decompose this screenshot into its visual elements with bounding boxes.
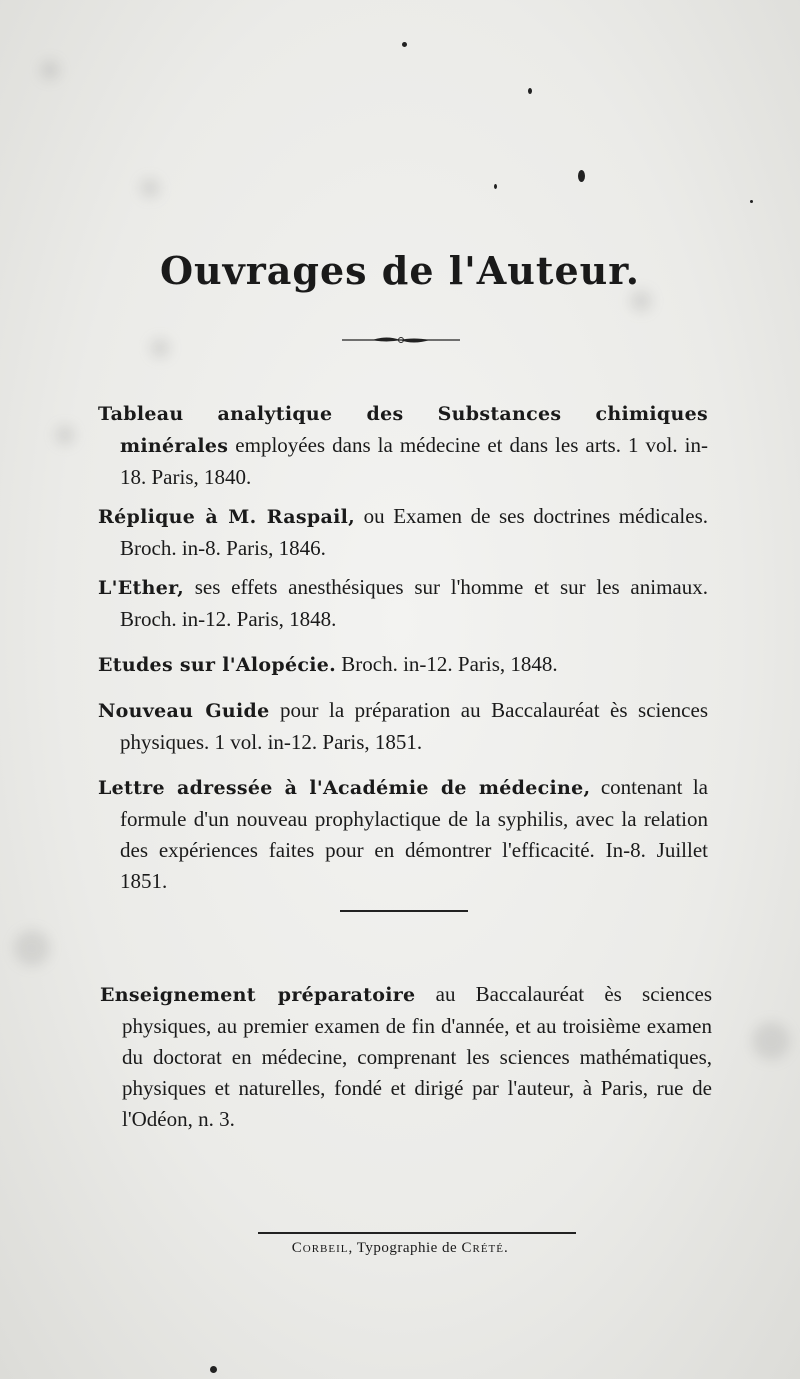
entry-title: Réplique à M. Raspail,: [98, 506, 356, 528]
entry-details: ou Examen de ses doctrines médicales. Broch. in-8. Paris, 1846.: [120, 504, 708, 560]
paper-stain: [55, 425, 75, 445]
ink-speck: [528, 88, 532, 94]
entry-title: Lettre adressée à l'Académie de médecine,: [98, 777, 591, 799]
ink-speck: [494, 184, 497, 189]
imprint-divider: [258, 1232, 576, 1234]
notice-title: Enseignement préparatoire: [100, 984, 416, 1006]
entry-title: Nouveau Guide: [98, 700, 270, 722]
entry-details: pour la préparation au Baccalauréat ès sciences physiques. 1 vol. in-12. Paris, 1851.: [120, 698, 708, 754]
list-item: [98, 772, 708, 897]
list-item: [98, 572, 708, 635]
notice-body: au Baccalauréat ès sciences physiques, au premier examen de fin d'année, et au troisième examen du doctorat en médecine, comprenant les sciences mathématiques, physiques et naturelles, fondé et dirigé par l'auteur, à Paris, rue de l'Odéon, n. 3.: [122, 982, 712, 1131]
paper-stain: [40, 60, 60, 80]
entry-details: ses effets anesthésiques sur l'homme et sur les animaux. Broch. in-12. Paris, 1848.: [120, 575, 708, 631]
imprint-separator: ,: [348, 1240, 357, 1256]
paper-stain: [140, 178, 160, 198]
imprint-place: Corbeil: [291, 1240, 349, 1256]
printer-imprint: [0, 1240, 800, 1257]
list-item: [98, 501, 708, 564]
page-title: Ouvrages de l'Auteur.: [159, 248, 641, 293]
paper-stain: [630, 290, 652, 312]
imprint-period: .: [503, 1240, 509, 1256]
ink-speck: [402, 42, 407, 47]
paper-stain: [150, 338, 170, 358]
imprint-middle: Typographie de: [356, 1240, 458, 1256]
entry-details: employées dans la médecine et dans les arts. 1 vol. in-18. Paris, 1840.: [120, 433, 708, 489]
ink-speck: [750, 200, 753, 203]
paper-stain: [752, 1022, 790, 1060]
entry-title: L'Ether,: [98, 577, 184, 599]
ink-speck: [210, 1366, 217, 1373]
entry-title: Etudes sur l'Alopécie.: [98, 654, 337, 676]
entry-details: Broch. in-12. Paris, 1848.: [336, 652, 558, 676]
paper-stain: [14, 930, 50, 966]
section-divider: [340, 910, 468, 912]
list-item: [98, 398, 708, 493]
works-list: [98, 398, 708, 905]
ornament-rule: [342, 333, 460, 347]
entry-details: contenant la formule d'un nouveau prophylactique de la syphilis, avec la relation des expériences faites pour en démontrer l'efficacité. In-8. Juillet 1851.: [120, 775, 709, 893]
list-item: [98, 695, 708, 758]
entry-title: Tableau analytique des Substances chimiques minérales: [98, 403, 708, 457]
school-notice: [100, 979, 712, 1135]
ink-speck: [578, 170, 585, 182]
list-item: [98, 649, 708, 681]
imprint-printer: Crété: [461, 1240, 504, 1256]
